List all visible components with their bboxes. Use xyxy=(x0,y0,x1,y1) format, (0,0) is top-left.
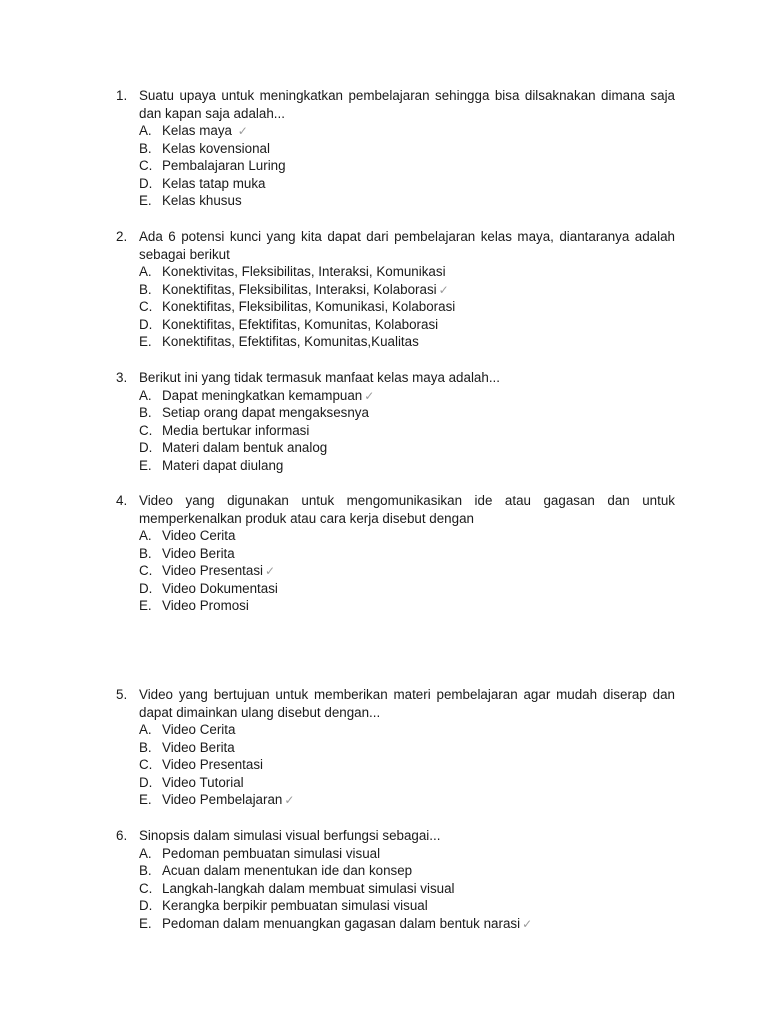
option-d xyxy=(139,439,699,457)
option-text: Video Cerita xyxy=(162,528,236,543)
option-e xyxy=(139,333,699,351)
option-c xyxy=(139,298,699,316)
option-text: Konektifitas, Efektifitas, Komunitas, Kolaborasi xyxy=(162,316,439,332)
option-text: Kelas kovensional xyxy=(162,140,270,156)
option-b xyxy=(139,862,699,880)
option-b xyxy=(139,281,699,299)
option-letter: D. xyxy=(139,580,153,596)
option-list xyxy=(139,122,699,210)
question-text: Video yang digunakan untuk mengomunikasikan ide atau gagasan dan untuk memperkenalkan produk atau cara kerja disebut dengan xyxy=(139,493,675,526)
question-text: Sinopsis dalam simulasi visual berfungsi sebagai... xyxy=(139,828,441,843)
option-letter: B. xyxy=(139,545,152,561)
option-text: Video Dokumentasi xyxy=(162,580,278,596)
option-list xyxy=(139,527,699,615)
option-letter: E. xyxy=(139,334,152,350)
option-text: Langkah-langkah dalam membuat simulasi visual xyxy=(162,880,455,896)
question-number: 4. xyxy=(116,493,128,508)
option-letter: C. xyxy=(139,757,153,773)
option-letter: A. xyxy=(139,722,152,737)
option-letter: D. xyxy=(139,898,153,914)
check-mark-icon: ✓ xyxy=(364,388,375,403)
option-letter: A. xyxy=(139,123,152,138)
option-b xyxy=(139,545,699,563)
option-letter: E. xyxy=(139,598,152,614)
option-letter: D. xyxy=(139,440,153,456)
check-mark-icon: ✓ xyxy=(237,124,248,138)
option-letter: C. xyxy=(139,880,153,896)
question-number: 1. xyxy=(116,88,128,103)
option-letter: A. xyxy=(139,387,152,403)
option-text: Video Presentasi xyxy=(162,563,263,579)
option-text: Pedoman pembuatan simulasi visual xyxy=(162,845,381,861)
option-d xyxy=(139,316,699,334)
option-letter: B. xyxy=(139,739,152,755)
option-d xyxy=(139,175,699,193)
option-text: Video Promosi xyxy=(162,598,249,614)
option-e xyxy=(139,457,699,475)
question-number: 2. xyxy=(116,229,128,244)
option-c xyxy=(139,422,699,440)
option-list xyxy=(139,845,699,933)
option-a xyxy=(139,721,699,739)
check-mark-icon: ✓ xyxy=(284,793,295,808)
option-e xyxy=(139,192,699,210)
option-letter: D. xyxy=(139,175,153,191)
option-text: Kerangka berpikir pembuatan simulasi visual xyxy=(162,898,428,914)
option-a xyxy=(139,122,699,140)
check-mark-icon: ✓ xyxy=(522,916,533,931)
option-letter: C. xyxy=(139,158,153,174)
option-text: Pedoman dalam menuangkan gagasan dalam bentuk narasi xyxy=(162,915,521,931)
option-a xyxy=(139,845,699,863)
option-a xyxy=(139,527,699,545)
option-list xyxy=(139,263,699,351)
question-text: Suatu upaya untuk meningkatkan pembelajaran sehingga bisa dilsaknakan dimana saja dan kapan saja adalah... xyxy=(139,88,675,121)
option-a xyxy=(139,263,699,281)
option-text: Dapat meningkatkan kemampuan xyxy=(162,387,363,403)
option-letter: C. xyxy=(139,299,153,315)
option-text: Konektivitas, Fleksibilitas, Interaksi, Komunikasi xyxy=(162,264,446,279)
option-b xyxy=(139,404,699,422)
option-e xyxy=(139,791,699,809)
question-text: Ada 6 potensi kunci yang kita dapat dari pembelajaran kelas maya, diantaranya adalah sebagai berikut xyxy=(139,229,675,262)
option-text: Acuan dalam menentukan ide dan konsep xyxy=(162,863,413,879)
option-text: Materi dapat diulang xyxy=(162,457,284,473)
option-letter: E. xyxy=(139,792,152,808)
option-letter: E. xyxy=(139,193,152,209)
check-mark-icon: ✓ xyxy=(265,564,276,579)
option-letter: B. xyxy=(139,281,152,297)
option-c xyxy=(139,880,699,898)
option-text: Video Berita xyxy=(162,739,235,755)
option-letter: B. xyxy=(139,405,152,421)
option-list xyxy=(139,387,699,475)
option-text: Video Berita xyxy=(162,545,235,561)
option-letter: A. xyxy=(139,528,152,543)
question-number: 6. xyxy=(116,828,128,843)
option-b xyxy=(139,739,699,757)
option-text: Setiap orang dapat mengaksesnya xyxy=(162,405,369,421)
option-letter: A. xyxy=(139,264,152,279)
option-letter: D. xyxy=(139,774,153,790)
option-letter: D. xyxy=(139,316,153,332)
option-letter: A. xyxy=(139,845,152,861)
option-c xyxy=(139,756,699,774)
option-text: Media bertukar informasi xyxy=(162,422,310,438)
option-letter: C. xyxy=(139,422,153,438)
option-letter: B. xyxy=(139,140,152,156)
option-c xyxy=(139,157,699,175)
option-a xyxy=(139,387,699,405)
question-text: Berikut ini yang tidak termasuk manfaat kelas maya adalah... xyxy=(139,370,500,385)
option-letter: B. xyxy=(139,863,152,879)
option-text: Kelas maya xyxy=(162,123,232,138)
option-d xyxy=(139,774,699,792)
option-text: Video Cerita xyxy=(162,722,236,737)
option-text: Konektifitas, Fleksibilitas, Komunikasi, Kolaborasi xyxy=(162,299,456,315)
question-number: 3. xyxy=(116,370,128,385)
option-list xyxy=(139,721,699,809)
option-letter: C. xyxy=(139,563,153,579)
option-d xyxy=(139,580,699,598)
check-mark-icon: ✓ xyxy=(438,282,449,297)
option-d xyxy=(139,897,699,915)
option-b xyxy=(139,140,699,158)
option-c xyxy=(139,562,699,580)
option-text: Kelas khusus xyxy=(162,193,242,209)
option-text: Video Presentasi xyxy=(162,757,263,773)
option-text: Materi dalam bentuk analog xyxy=(162,440,328,456)
option-letter: E. xyxy=(139,457,152,473)
option-letter: E. xyxy=(139,915,152,931)
option-text: Video Pembelajaran xyxy=(162,792,283,808)
option-e xyxy=(139,597,699,615)
question-number: 5. xyxy=(116,687,128,702)
question-text: Video yang bertujuan untuk memberikan materi pembelajaran agar mudah diserap dan dapat dimainkan ulang disebut dengan... xyxy=(139,687,675,720)
option-text: Konektifitas, Fleksibilitas, Interaksi, Kolaborasi xyxy=(162,281,437,297)
option-e xyxy=(139,915,699,933)
option-text: Kelas tatap muka xyxy=(162,175,266,191)
option-text: Video Tutorial xyxy=(162,774,244,790)
option-text: Konektifitas, Efektifitas, Komunitas,Kualitas xyxy=(162,334,419,350)
option-text: Pembalajaran Luring xyxy=(162,158,286,174)
